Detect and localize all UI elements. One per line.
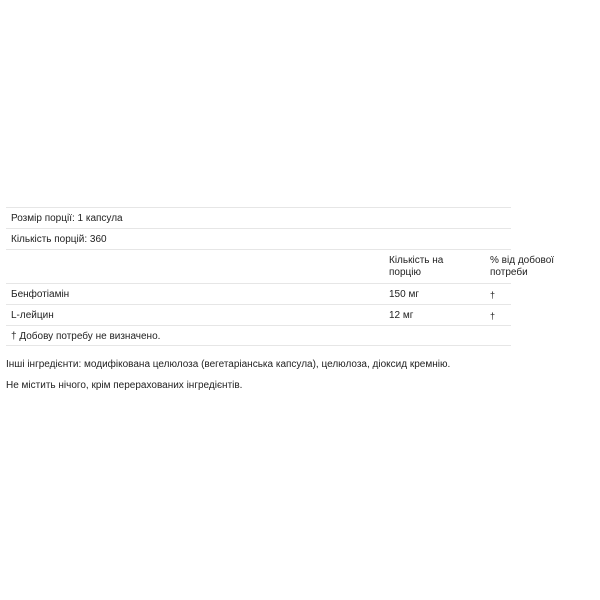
- ingredient-daily-value: †: [490, 311, 496, 321]
- ingredient-name: Бенфотіамін: [11, 289, 70, 300]
- ingredient-daily-value: †: [490, 290, 496, 300]
- serving-size-row: [6, 207, 511, 228]
- servings-count-text: Кількість порцій: 360: [11, 234, 107, 245]
- daily-value-header: % від добової потреби: [490, 255, 555, 278]
- ingredient-amount: 12 мг: [389, 310, 414, 321]
- footnote-row: [6, 325, 511, 346]
- serving-size-text: Розмір порції: 1 капсула: [11, 213, 123, 224]
- amount-header: Кількість на порцію: [389, 255, 444, 278]
- table-header-row: [6, 249, 555, 283]
- ingredient-name: L-лейцин: [11, 310, 54, 321]
- table-row: [6, 283, 511, 304]
- servings-count-row: [6, 228, 511, 249]
- footnote-text: † Добову потребу не визначено.: [11, 331, 161, 342]
- ingredient-amount: 150 мг: [389, 289, 419, 300]
- other-ingredients-text: Інші інгредієнти: модифікована целюлоза (вегетаріанська капсула), целюлоза, діоксид кремнію.: [6, 359, 451, 370]
- contains-nothing-text: Не містить нічого, крім перерахованих інгредієнтів.: [6, 380, 243, 391]
- table-row: [6, 304, 511, 325]
- supplement-facts-table: [6, 207, 555, 346]
